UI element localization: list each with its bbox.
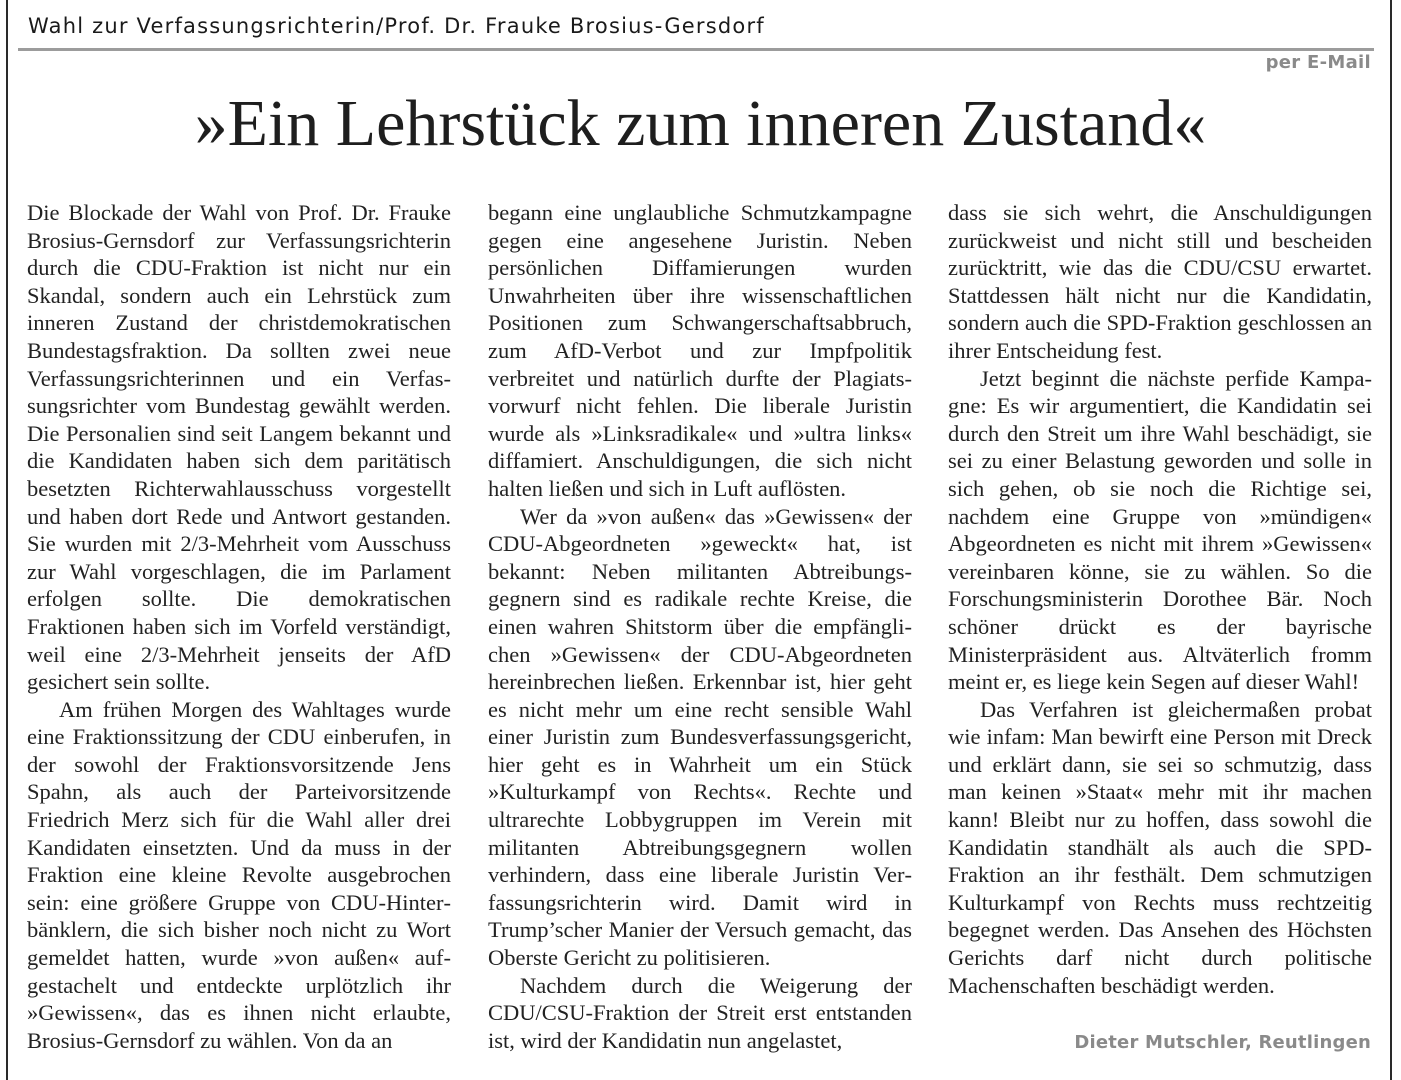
paragraph: Nachdem durch die Weigerung der CDU/CSU-Fraktion der Streit erst entstanden ist, wird der Kandidatin nun angelastet, [488,972,912,1053]
text-column-1 [27,199,451,1054]
source-note: per E-Mail [1265,52,1371,73]
paragraph: begann eine unglaubliche Schmutzkampagne gegen eine angesehene Juristin. Neben persönlichen Diffamierungen wurden Unwahrheiten über ihre wissenschaftlichen Positionen zum Schwangerschaftsabbruch, zum AfD-Verbot und zur Impfpolitik verbreitet und natürlich durfte der Plagiatsvorwurf nicht fehlen. Die liberale Juristin wurde als »Linksradikale« und »ultra links« diffamiert. Anschuldigungen, die sich nicht halten ließen und sich in Luft auflösten. [488,200,912,501]
letter-author: Dieter Mutschler, Reutlingen [1074,1032,1371,1053]
topic-kicker: Wahl zur Verfassungsrichterin/Prof. Dr. Frauke Brosius-Gersdorf [28,14,765,38]
paragraph: Jetzt beginnt die nächste perfide Kampagne: Es wir argumentiert, die Kandidatin sei durch den Streit um ihre Wahl beschädigt, sie sei zu einer Belastung geworden und solle in sich gehen, ob sie noch die Richtige sei, nachdem eine Gruppe von »mündigen« Abgeordneten es nicht mit ihrem »Gewissen« vereinbaren könne, sie zu wählen. So die Forschungsministerin Dorothee Bär. Noch schöner drückt es der bayrische Ministerpräsident aus. Altväterlich fromm meint er, es liege kein Segen auf dieser Wahl! [948,365,1372,695]
paragraph: dass sie sich wehrt, die Anschuldigungen zurückweist und nicht still und bescheiden zurücktritt, wie das die CDU/CSU erwartet. Stattdessen hält nicht nur die Kandidatin, sondern auch die SPD-Fraktion geschlossen an ihrer Entscheidung fest. [948,200,1372,363]
paragraph: Das Verfahren ist gleichermaßen probat wie infam: Man bewirft eine Person mit Dreck und erklärt dann, sie sei so schmutzig, dass man keinen »Staat« mehr mit ihr machen kann! Bleibt nur zu hoffen, dass sowohl die Kandidatin standhält als auch die SPD-Fraktion an ihr festhält. Dem schmutzigen Kulturkampf von Rechts muss rechtzeitig begegnet werden. Das Ansehen des Höchsten Gerichts darf nicht durch politische Machenschaften beschädigt werden. [948,696,1372,998]
text-column-3 [948,199,1372,999]
article-headline: »Ein Lehrstück zum inneren Zustand« [194,87,1207,160]
paragraph: Die Blockade der Wahl von Prof. Dr. Frauke Brosius-Gernsdorf zur Verfassungsrichterin durch die CDU-Fraktion ist nicht nur ein Skandal, sondern auch ein Lehrstück zum inneren Zustand der christdemokratischen Bundestagsfraktion. Da sollten zwei neue Verfassungsrichterinnen und ein Verfassungsrichter vom Bundestag gewählt werden. Die Personalien sind seit Langem bekannt und die Kandidaten haben sich dem paritätisch besetzten Richterwahlausschuss vorgestellt und haben dort Rede und Antwort gestanden. Sie wurden mit 2/3-Mehrheit vom Ausschuss zur Wahl vorgeschlagen, die im Parlament erfolgen sollte. Die demokratischen Fraktionen haben sich im Vorfeld verständigt, weil eine 2/3-Mehrheit jenseits der AfD gesichert sein sollte. [27,200,451,695]
paragraph: Am frühen Morgen des Wahltages wurde eine Fraktionssitzung der CDU einberufen, in der sowohl der Fraktionsvorsitzende Jens Spahn, als auch der Parteivorsitzende Friedrich Merz sich für die Wahl aller drei Kandidaten einsetzten. Und da muss in der Fraktion eine kleine Revolte ausgebrochen sein: eine größere Gruppe von CDU-Hinterbänklern, die sich bisher noch nicht zu Wort gemeldet hatten, wurde »von außen« aufgestachelt und entdeckte urplötzlich ihr »Gewissen«, das es ihnen nicht erlaubte, Brosius-Gernsdorf zu wählen. Von da an [27,696,451,1053]
paragraph: Wer da »von außen« das »Gewissen« der CDU-Abgeordneten »geweckt« hat, ist bekannt: Neben militanten Abtreibungsgegnern sind es radikale rechte Kreise, die einen wahren Shitstorm über die empfänglichen »Gewissen« der CDU-Abgeordneten hereinbrechen ließen. Erkennbar ist, hier geht es nicht mehr um eine recht sensible Wahl einer Juristin zum Bundesverfassungsgericht, hier geht es in Wahrheit um ein Stück »Kulturkampf von Rechts«. Rechte und ultrarechte Lobbygruppen im Verein mit militanten Abtreibungsgegnern wollen verhindern, dass eine liberale Juristin Verfassungsrichterin wird. Damit wird in Trump’scher Manier der Versuch gemacht, das Oberste Gericht zu politisieren. [488,503,912,971]
kicker-divider [18,48,1374,51]
text-column-2 [488,199,912,1054]
